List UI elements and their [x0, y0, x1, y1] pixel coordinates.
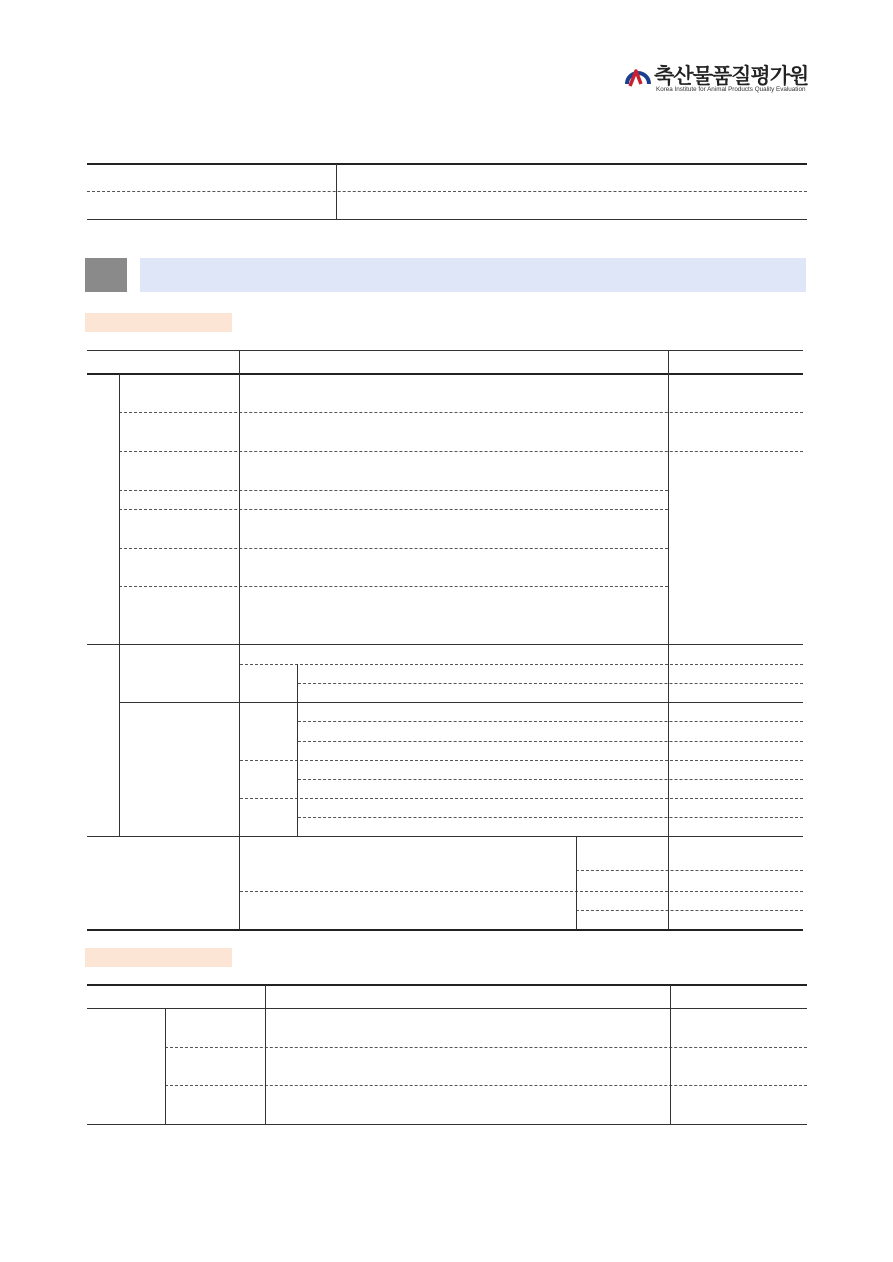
- sub-section-label-1: [85, 313, 232, 332]
- logo: [624, 60, 810, 96]
- sub-section-label-2: [85, 948, 232, 967]
- logo-title: 축산물품질평가원: [654, 64, 809, 88]
- logo-subtitle: Korea Institute for Animal Products Quality Evaluation: [656, 86, 806, 93]
- section-title-bar: [140, 258, 806, 292]
- logo-mark-icon: [624, 62, 652, 90]
- section-number-box: [85, 258, 127, 292]
